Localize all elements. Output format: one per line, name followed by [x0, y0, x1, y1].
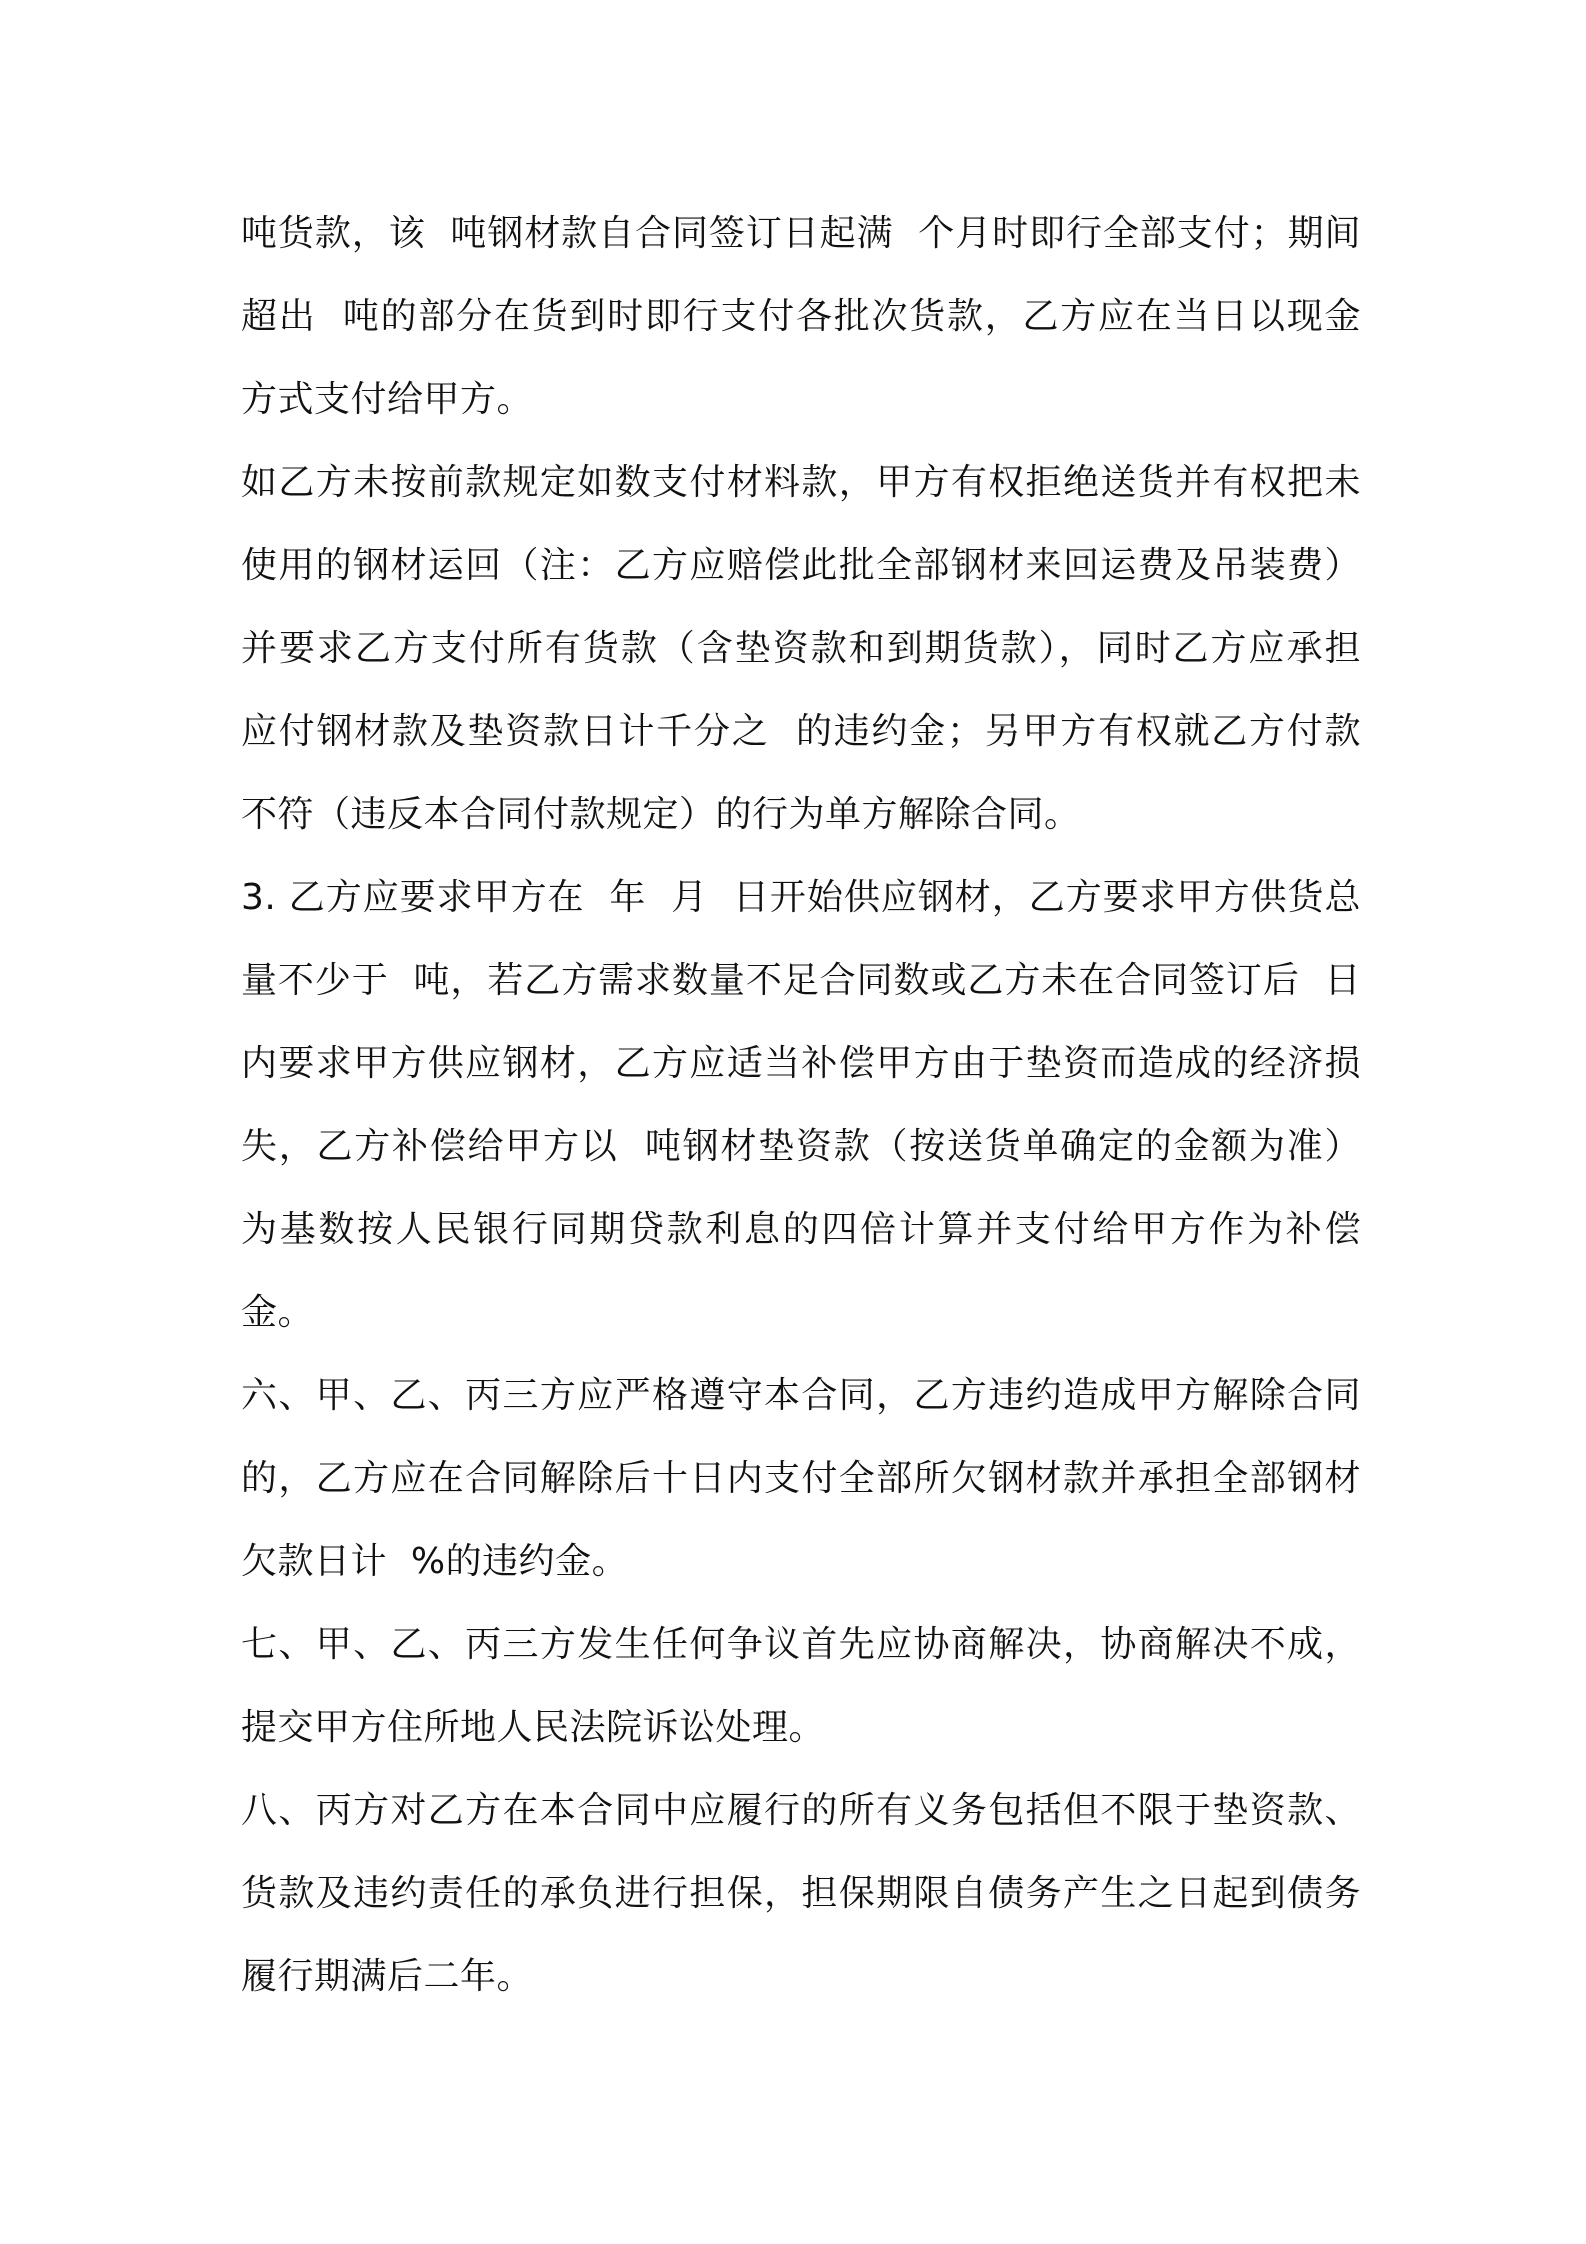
- text-line: 失，乙方补偿给甲方以 吨钢材垫资款（按送货单确定的金额为准）: [241, 1126, 1361, 1167]
- text-line: 金。: [241, 1292, 315, 1333]
- text-line: 欠款日计 %的违约金。: [241, 1541, 629, 1582]
- text-line: 方式支付给甲方。: [241, 379, 534, 420]
- text-line: 使用的钢材运回（注：乙方应赔偿此批全部钢材来回运费及吊装费）: [241, 545, 1361, 586]
- text-line: 履行期满后二年。: [241, 1956, 534, 1997]
- text-line: 的，乙方应在合同解除后十日内支付全部所欠钢材款并承担全部钢材: [241, 1458, 1361, 1499]
- text-line: 量不少于 吨，若乙方需求数量不足合同数或乙方未在合同签订后 日: [241, 960, 1361, 1001]
- text-line: 超出 吨的部分在货到时即行支付各批次货款，乙方应在当日以现金: [241, 296, 1361, 337]
- text-line: 应付钢材款及垫资款日计千分之 的违约金；另甲方有权就乙方付款: [241, 711, 1361, 752]
- text-line: 货款及违约责任的承负进行担保，担保期限自债务产生之日起到债务: [241, 1873, 1361, 1914]
- text-line: 如乙方未按前款规定如数支付材料款，甲方有权拒绝送货并有权把未: [241, 462, 1361, 503]
- text-line: 吨货款，该 吨钢材款自合同签订日起满 个月时即行全部支付；期间: [241, 213, 1361, 254]
- text-line: 3. 乙方应要求甲方在 年 月 日开始供应钢材，乙方要求甲方供货总: [241, 877, 1361, 918]
- text-line: 并要求乙方支付所有货款（含垫资款和到期货款），同时乙方应承担: [241, 628, 1361, 669]
- text-line: 为基数按人民银行同期贷款利息的四倍计算并支付给甲方作为补偿: [241, 1209, 1361, 1250]
- text-line: 内要求甲方供应钢材，乙方应适当补偿甲方由于垫资而造成的经济损: [241, 1043, 1361, 1084]
- text-line: 提交甲方住所地人民法院诉讼处理。: [241, 1707, 826, 1748]
- text-line: 六、甲、乙、丙三方应严格遵守本合同，乙方违约造成甲方解除合同: [241, 1375, 1361, 1416]
- text-line: 八、丙方对乙方在本合同中应履行的所有义务包括但不限于垫资款、: [241, 1790, 1361, 1831]
- text-line: 七、甲、乙、丙三方发生任何争议首先应协商解决，协商解决不成，: [241, 1624, 1361, 1665]
- text-line: 不符（违反本合同付款规定）的行为单方解除合同。: [241, 794, 1081, 835]
- contract-text: [241, 192, 1361, 2018]
